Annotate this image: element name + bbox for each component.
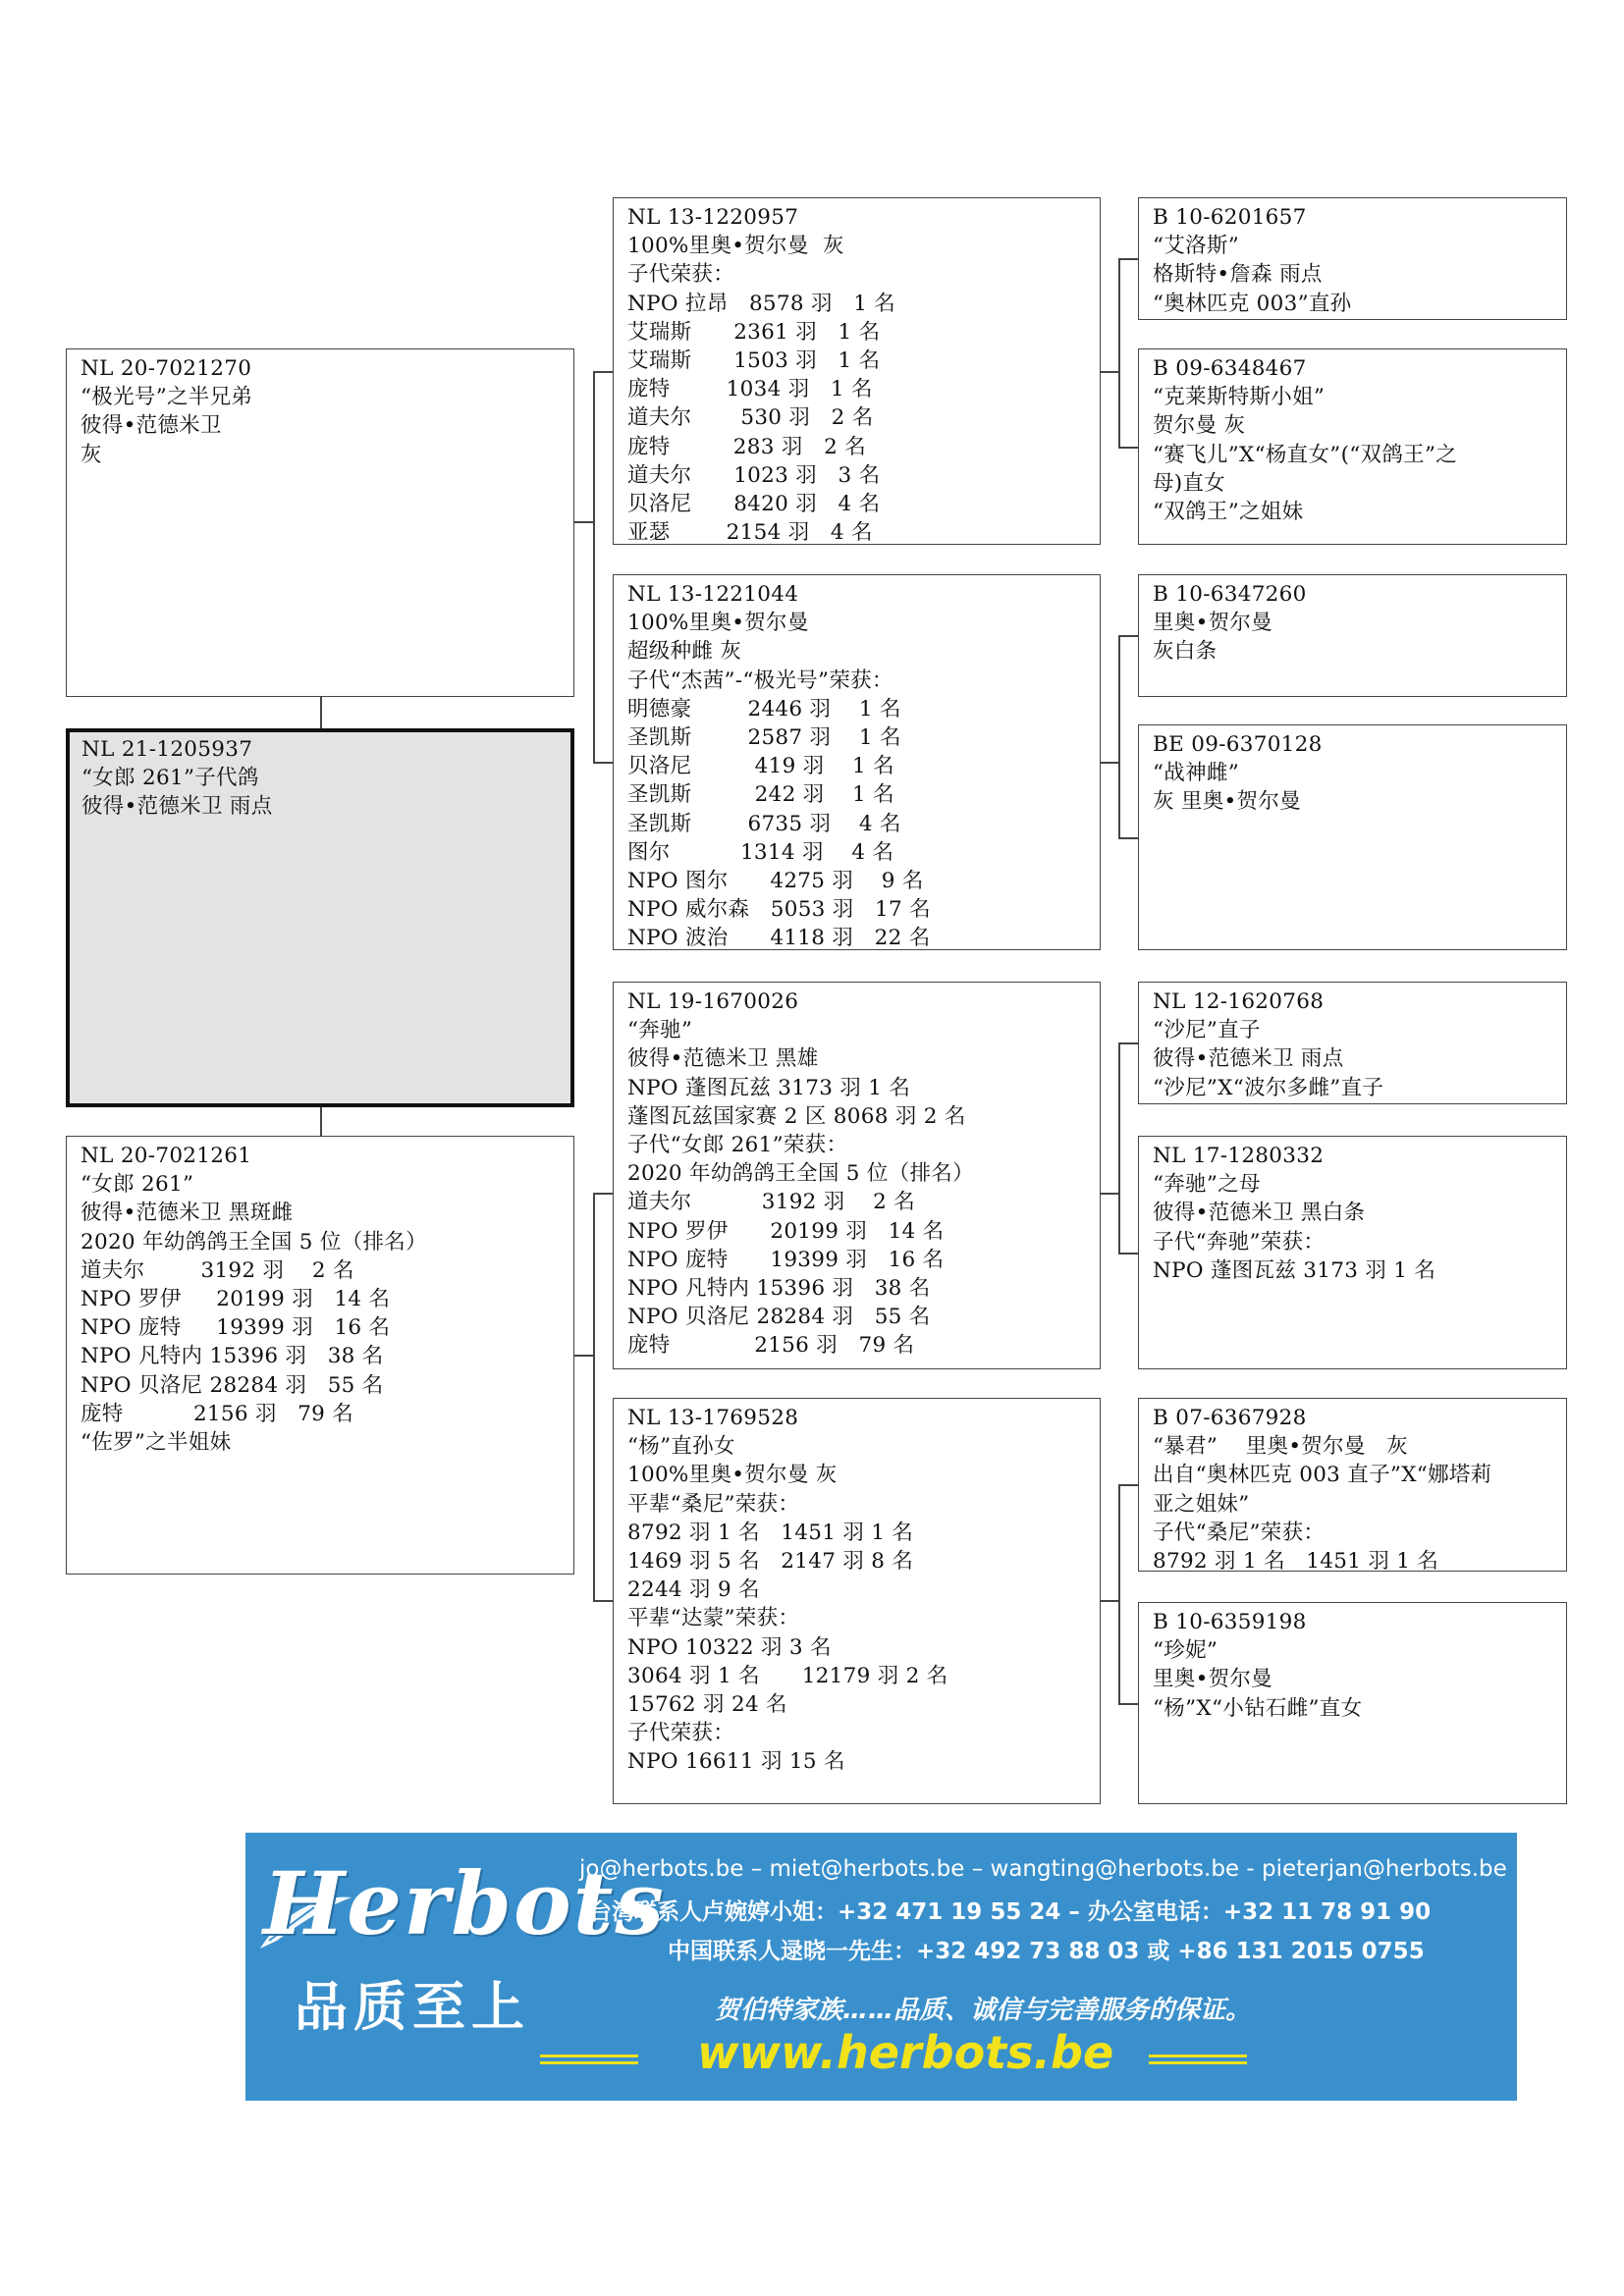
- connector-dd-ddd: [1118, 1703, 1138, 1705]
- connector-ss-branch: [1101, 371, 1119, 373]
- herbots-banner: [245, 1833, 1517, 2101]
- pedigree-line: “杨”X“小钻石雌”直女: [1153, 1695, 1363, 1721]
- pedigree-line: NPO 波治 4118 羽 22 名: [627, 926, 931, 950]
- subject-box: [66, 728, 574, 1107]
- connector-ss-sss: [1118, 258, 1138, 260]
- pedigree-line: 贝洛尼 419 羽 1 名: [627, 754, 894, 779]
- ring-number: NL 21-1205937: [81, 737, 253, 762]
- pedigree-line: 圣凯斯 242 羽 1 名: [627, 782, 894, 808]
- pedigree-line: “奥林匹克 003”直孙: [1153, 291, 1352, 316]
- pedigree-line: NPO 蓬图瓦兹 3173 羽 1 名: [627, 1075, 911, 1100]
- connector-dd-dds: [1118, 1484, 1138, 1486]
- pedigree-line: 道夫尔 530 羽 2 名: [627, 405, 874, 431]
- connector-subject-dam: [320, 1107, 322, 1136]
- pedigree-line: 8792 羽 1 名 1451 羽 1 名: [627, 1520, 914, 1545]
- pedigree-line: “佐罗”之半姐妹: [81, 1430, 232, 1456]
- pedigree-line: 艾瑞斯 1503 羽 1 名: [627, 348, 881, 374]
- pedigree-line: NPO 蓬图瓦兹 3173 羽 1 名: [1153, 1257, 1436, 1283]
- pedigree-line: NPO 贝洛尼 28284 羽 55 名: [627, 1305, 931, 1330]
- connector-sire-vertical: [593, 371, 595, 762]
- pedigree-line: NPO 罗伊 20199 羽 14 名: [81, 1287, 391, 1312]
- ring-number: B 07-6367928: [1153, 1406, 1307, 1430]
- banner-emails[interactable]: jo@herbots.be – miet@herbots.be – wangting@herbots.be - pieterjan@herbots.be: [579, 1856, 1507, 1882]
- connector-ds-dsd: [1118, 1253, 1138, 1255]
- banner-taiwan-contact: 台湾联系人卢婉婷小姐：+32 471 19 55 24 – 办公室电话：+32 11 78 91 90: [589, 1899, 1432, 1925]
- pedigree-line: 彼得•范德米卫 黑斑雌: [81, 1201, 294, 1226]
- pedigree-line: 2244 羽 9 名: [627, 1577, 760, 1603]
- ring-number: B 10-6359198: [1153, 1610, 1307, 1634]
- pedigree-line: NPO 10322 羽 3 名: [627, 1634, 832, 1660]
- dss-box: [1138, 982, 1567, 1104]
- pedigree-line: 格斯特•詹森 雨点: [1153, 262, 1323, 288]
- pedigree-line: 母)直女: [1153, 470, 1226, 496]
- pedigree-line: 2020 年幼鸽鸽王全国 5 位（排名）: [81, 1229, 427, 1255]
- sds-box: [1138, 574, 1567, 697]
- sdd-box: [1138, 724, 1567, 950]
- pedigree-line: 亚瑟 2154 羽 4 名: [627, 520, 873, 545]
- pedigree-line: 平辈“达蒙”荣获：: [627, 1606, 800, 1631]
- banner-divider-right: [1149, 2055, 1247, 2057]
- dsd-box: [1138, 1136, 1567, 1369]
- pedigree-line: 里奥•贺尔曼: [1153, 611, 1272, 636]
- pedigree-line: 8792 羽 1 名 1451 羽 1 名: [1153, 1549, 1439, 1572]
- pedigree-line: “暴君” 里奥•贺尔曼 灰: [1153, 1434, 1408, 1460]
- pedigree-line: “克莱斯特斯小姐”: [1153, 385, 1326, 410]
- ring-number: B 10-6347260: [1153, 582, 1307, 607]
- connector-ds-branch: [1101, 1193, 1119, 1195]
- pedigree-line: “奔驰”之母: [1153, 1172, 1261, 1198]
- pedigree-line: 平辈“桑尼”荣获：: [627, 1491, 800, 1517]
- pedigree-line: “珍妮”: [1153, 1638, 1218, 1664]
- connector-ss-ssd: [1118, 447, 1138, 449]
- ring-number: NL 20-7021270: [81, 356, 252, 381]
- connector-dd-vertical: [1118, 1484, 1120, 1704]
- pedigree-line: 道夫尔 3192 羽 2 名: [81, 1257, 354, 1283]
- pedigree-line: 图尔 1314 羽 4 名: [627, 839, 894, 865]
- pedigree-line: NPO 凡特内 15396 羽 38 名: [627, 1276, 931, 1302]
- pedigree-line: 超级种雌 灰: [627, 639, 742, 665]
- pedigree-line: 贺尔曼 灰: [1153, 413, 1246, 439]
- connector-subject-sire: [320, 697, 322, 728]
- connector-dam-branch: [574, 1355, 594, 1357]
- pedigree-line: 彼得•范德米卫 黑白条: [1153, 1201, 1366, 1226]
- pedigree-line: 庞特 283 羽 2 名: [627, 434, 866, 459]
- pedigree-line: 彼得•范德米卫 雨点: [81, 794, 273, 820]
- pedigree-line: NPO 贝洛尼 28284 羽 55 名: [81, 1372, 384, 1398]
- pedigree-line: 蓬图瓦兹国家赛 2 区 8068 羽 2 名: [627, 1103, 966, 1129]
- pedigree-line: “双鸽王”之姐妹: [1153, 500, 1304, 525]
- pedigree-line: NPO 凡特内 15396 羽 38 名: [81, 1344, 384, 1369]
- connector-dd-branch: [1101, 1600, 1119, 1602]
- pedigree-line: 道夫尔 1023 羽 3 名: [627, 462, 881, 488]
- pedigree-line: 里奥•贺尔曼: [1153, 1667, 1272, 1692]
- pedigree-line: “沙尼”X“波尔多雌”直子: [1153, 1075, 1384, 1100]
- pedigree-line: 道夫尔 3192 羽 2 名: [627, 1190, 916, 1215]
- pedigree-line: 灰白条: [1153, 639, 1218, 665]
- sire-dam-box: [613, 574, 1101, 950]
- pedigree-line: 庞特 1034 羽 1 名: [627, 377, 873, 402]
- sire-box: [66, 348, 574, 697]
- pedigree-line: 子代荣获：: [627, 1721, 735, 1746]
- connector-sire-branch: [574, 521, 594, 523]
- pedigree-line: “奔驰”: [627, 1018, 693, 1043]
- connector-sire-sd: [593, 762, 613, 764]
- ring-number: NL 17-1280332: [1153, 1144, 1325, 1168]
- ring-number: NL 13-1220957: [627, 205, 799, 230]
- connector-sd-branch: [1101, 762, 1119, 764]
- pedigree-line: 子代“杰茜”-“极光号”荣获：: [627, 667, 893, 693]
- connector-dam-vertical: [593, 1193, 595, 1601]
- pedigree-line: “赛飞儿”X“杨直女”(“双鸽王”之: [1153, 442, 1458, 467]
- pedigree-line: 灰: [81, 442, 102, 467]
- pedigree-line: NPO 罗伊 20199 羽 14 名: [627, 1218, 945, 1244]
- banner-divider-left-2: [540, 2061, 638, 2064]
- pedigree-line: 彼得•范德米卫 雨点: [1153, 1046, 1344, 1072]
- pedigree-line: “杨”直孙女: [627, 1434, 735, 1460]
- connector-ds-vertical: [1118, 1042, 1120, 1254]
- pedigree-line: “女郎 261”子代鸽: [81, 766, 259, 791]
- ssd-box: [1138, 348, 1567, 545]
- connector-sd-vertical: [1118, 635, 1120, 838]
- ring-number: NL 13-1769528: [627, 1406, 799, 1430]
- pedigree-line: 彼得•范德米卫: [81, 413, 222, 439]
- pedigree-line: 艾瑞斯 2361 羽 1 名: [627, 319, 881, 345]
- pedigree-line: 1469 羽 5 名 2147 羽 8 名: [627, 1549, 914, 1575]
- connector-ss-vertical: [1118, 258, 1120, 448]
- pedigree-line: “沙尼”直子: [1153, 1018, 1261, 1043]
- dam-sire-box: [613, 982, 1101, 1369]
- pedigree-line: 亚之姐妹”: [1153, 1491, 1250, 1517]
- pedigree-line: 出自“奥林匹克 003 直子”X“娜塔莉: [1153, 1463, 1492, 1488]
- pedigree-line: 2020 年幼鸽鸽王全国 5 位（排名）: [627, 1161, 974, 1187]
- connector-sd-sdd: [1118, 837, 1138, 839]
- pedigree-line: NPO 威尔森 5053 羽 17 名: [627, 897, 931, 923]
- ring-number: NL 12-1620768: [1153, 989, 1325, 1014]
- pedigree-line: NPO 16611 羽 15 名: [627, 1749, 845, 1775]
- pedigree-line: 圣凯斯 2587 羽 1 名: [627, 725, 901, 751]
- pedigree-line: “艾洛斯”: [1153, 234, 1239, 259]
- connector-ds-dss: [1118, 1042, 1138, 1044]
- pedigree-line: 子代荣获：: [627, 262, 735, 288]
- sss-box: [1138, 197, 1567, 320]
- connector-sd-sds: [1118, 635, 1138, 637]
- pedigree-line: 子代“奔驰”荣获：: [1153, 1229, 1326, 1255]
- connector-dam-dd: [593, 1600, 613, 1602]
- pedigree-line: NPO 拉昂 8578 羽 1 名: [627, 291, 896, 316]
- banner-tagline: 贺伯特家族……品质、诚信与完善服务的保证。: [715, 1996, 1252, 2025]
- ring-number: NL 19-1670026: [627, 989, 799, 1014]
- banner-divider-right-2: [1149, 2061, 1247, 2064]
- pedigree-line: 灰 里奥•贺尔曼: [1153, 789, 1301, 815]
- pedigree-line: 贝洛尼 8420 羽 4 名: [627, 492, 881, 517]
- pedigree-line: NPO 庞特 19399 羽 16 名: [627, 1247, 945, 1272]
- ring-number: NL 13-1221044: [627, 582, 799, 607]
- ring-number: B 09-6348467: [1153, 356, 1307, 381]
- dam-box: [66, 1136, 574, 1575]
- dam-dam-box: [613, 1398, 1101, 1804]
- pedigree-line: “极光号”之半兄弟: [81, 385, 253, 410]
- banner-website-link[interactable]: www.herbots.be: [697, 2026, 1114, 2079]
- pedigree-line: NPO 图尔 4275 羽 9 名: [627, 869, 924, 894]
- ddd-box: [1138, 1602, 1567, 1804]
- pedigree-line: “战神雌”: [1153, 761, 1239, 786]
- ring-number: BE 09-6370128: [1153, 732, 1323, 757]
- banner-divider-left: [540, 2055, 638, 2057]
- connector-sire-ss: [593, 371, 613, 373]
- pedigree-line: 100%里奥•贺尔曼 灰: [627, 1463, 838, 1488]
- pedigree-line: 庞特 2156 羽 79 名: [81, 1401, 354, 1426]
- pedigree-line: 庞特 2156 羽 79 名: [627, 1333, 915, 1359]
- connector-dam-ds: [593, 1193, 613, 1195]
- banner-slogan: 品质至上: [295, 1976, 530, 2038]
- sire-sire-box: [613, 197, 1101, 545]
- pedigree-line: 子代“女郎 261”荣获：: [627, 1133, 848, 1158]
- pedigree-line: 15762 羽 24 名: [627, 1692, 787, 1718]
- pedigree-line: 100%里奥•贺尔曼: [627, 611, 809, 636]
- ring-number: NL 20-7021261: [81, 1144, 252, 1168]
- pedigree-line: 明德豪 2446 羽 1 名: [627, 696, 901, 721]
- ring-number: B 10-6201657: [1153, 205, 1307, 230]
- herbots-logo: Herbots: [263, 1852, 666, 1954]
- pedigree-line: NPO 庞特 19399 羽 16 名: [81, 1315, 391, 1341]
- banner-china-contact: 中国联系人逯晓一先生：+32 492 73 88 03 或 +86 131 2015 0755: [668, 1939, 1425, 1964]
- pedigree-line: 子代“桑尼”荣获：: [1153, 1520, 1326, 1545]
- pedigree-line: 3064 羽 1 名 12179 羽 2 名: [627, 1663, 948, 1688]
- pedigree-line: “女郎 261”: [81, 1172, 194, 1198]
- dds-box: [1138, 1398, 1567, 1572]
- pedigree-line: 100%里奥•贺尔曼 灰: [627, 234, 844, 259]
- pedigree-line: 圣凯斯 6735 羽 4 名: [627, 811, 901, 836]
- pedigree-line: 彼得•范德米卫 黑雄: [627, 1046, 819, 1072]
